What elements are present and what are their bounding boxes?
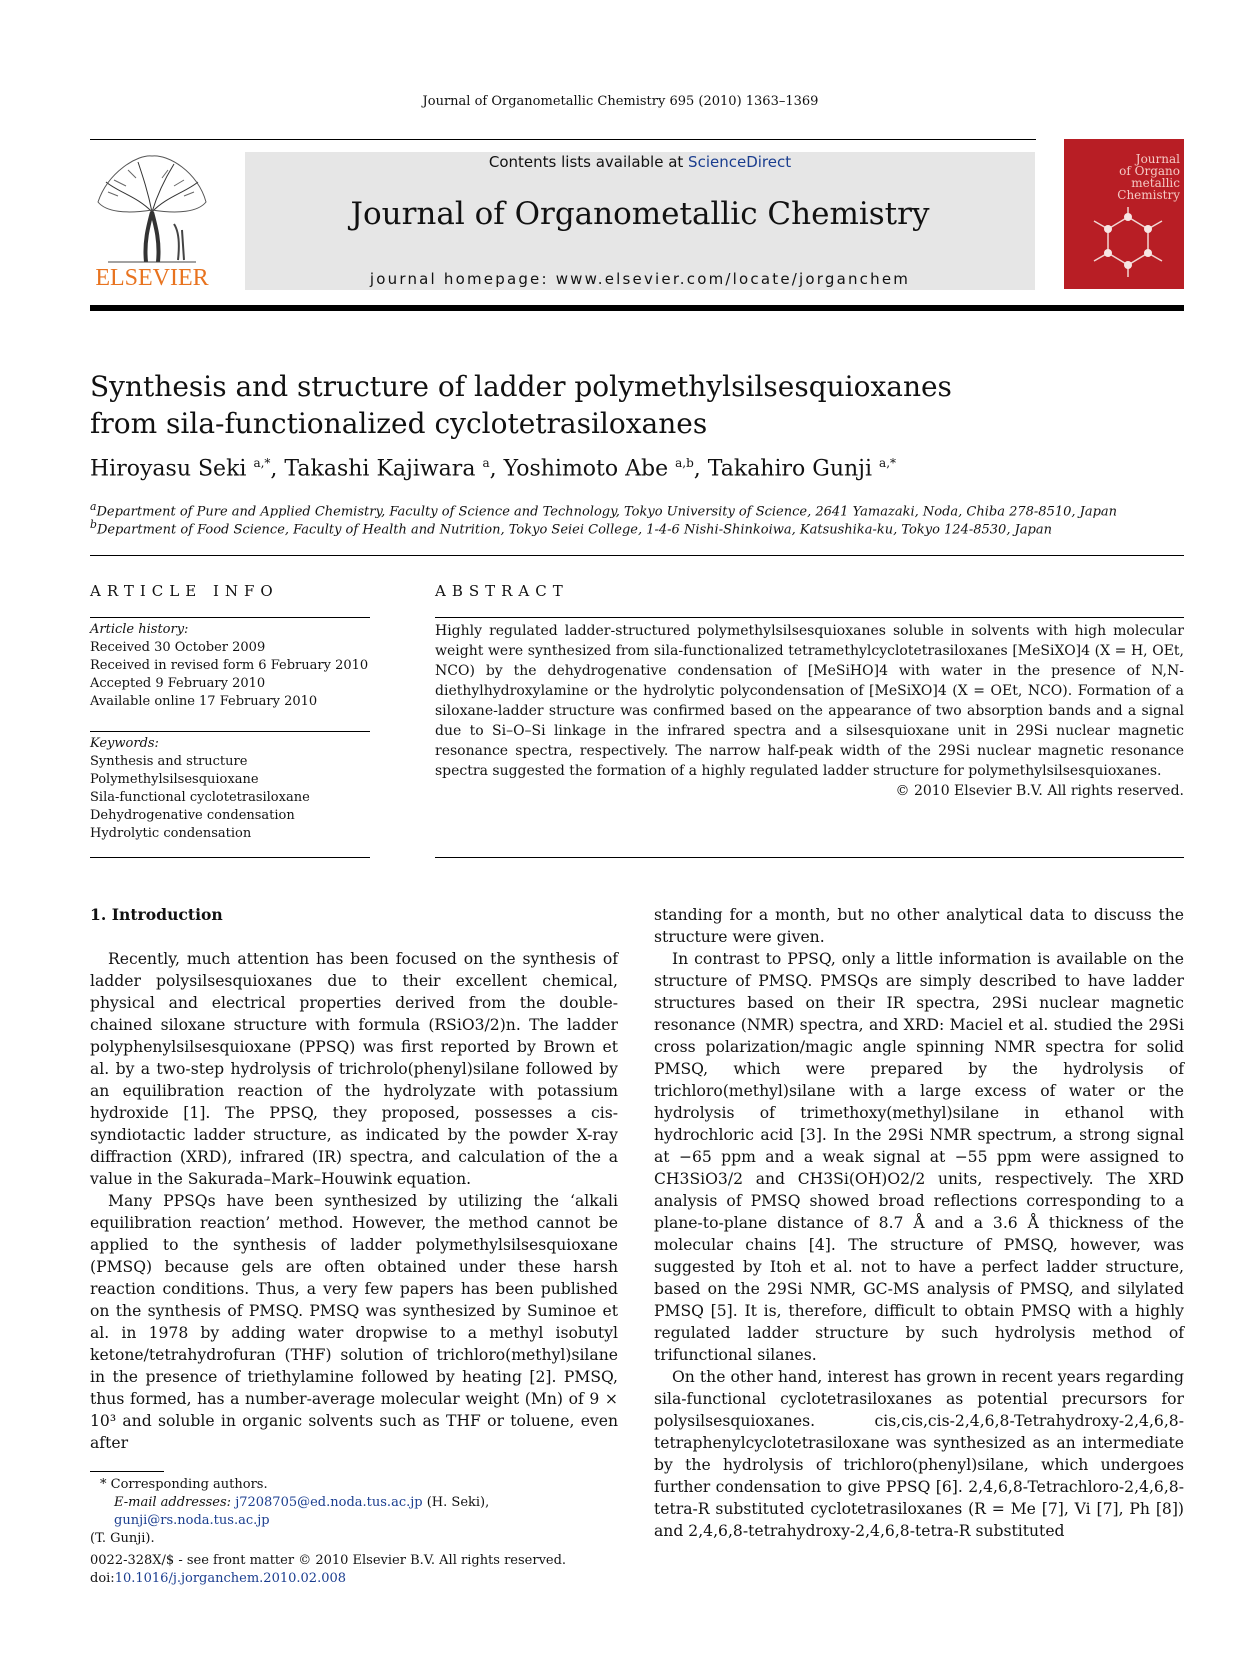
article-info-rule: [90, 731, 370, 732]
article-info-heading: ARTICLE INFO: [90, 582, 279, 600]
footnote-rule: [90, 1471, 164, 1472]
journal-citation-line: Journal of Organometallic Chemistry 695 (2010) 1363–1369: [422, 94, 819, 109]
sciencedirect-link[interactable]: ScienceDirect: [688, 153, 792, 171]
cover-title-line: Journal: [1135, 152, 1180, 166]
contents-prefix: Contents lists available at: [488, 153, 689, 171]
body-column-left: [90, 904, 618, 1454]
affiliation-text: Department of Food Science, Faculty of Health and Nutrition, Tokyo Seiei College, 1-4-6 Nishi-Shinkoiwa, Katsushika-ku, Tokyo 124-8530, Japan: [96, 522, 1052, 538]
article-title: [90, 368, 1090, 442]
section-heading: 1. Introduction: [90, 905, 223, 924]
history-item: Available online 17 February 2010: [90, 694, 318, 709]
affiliation-rule: [90, 555, 1184, 556]
email-link[interactable]: j7208705@ed.noda.tus.ac.jp: [235, 1495, 423, 1510]
body-paragraph: Recently, much attention has been focused on the synthesis of ladder polysilsesquioxanes due to their excellent chemical, physical and electrical properties derived from the double-chained siloxane structure with formula (RSiO3/2)n. The ladder polyphenylsilsesquioxane (PPSQ) was first reported by Brown et al. by a two-step hydrolysis of trichrolo(phenyl)silane followed by an equilibration reaction of the hydrolyzate with potassium hydroxide [1]. The PPSQ, they proposed, possesses a cis-syndiotactic ladder structure, as indicated by the powder X-ray diffraction (XRD), infrared (IR) spectra, and calculation of the a value in the Sakurada–Mark–Houwink equation.: [90, 950, 618, 1188]
email-owner: (H. Seki),: [426, 1495, 490, 1510]
journal-banner: [245, 152, 1035, 290]
journal-homepage[interactable]: journal homepage: www.elsevier.com/locate/jorganchem: [369, 270, 911, 288]
author-name: Hiroyasu Seki: [90, 456, 247, 482]
article-title-line: from sila-functionalized cyclotetrasiloxanes: [90, 407, 708, 440]
footnotes: [90, 1476, 618, 1548]
front-matter: [90, 1552, 618, 1588]
author-name: Takahiro Gunji: [707, 456, 873, 482]
abstract-rule: [435, 857, 1184, 858]
header-thick-rule: [90, 305, 1184, 311]
article-title-line: Synthesis and structure of ladder polymethylsilsesquioxanes: [90, 370, 952, 403]
body-paragraph: On the other hand, interest has grown in recent years regarding sila-functional cyclotetrasiloxanes as potential precursors for polysilsesquioxanes. cis,cis,cis-2,4,6,8-Tetrahydroxy-2,4,6,8-tetraphenylcyclotetrasiloxane was synthesized as an intermediate by the hydrolysis of trichloro(phenyl)silane, which undergoes further condensation to give PPSQ [6]. 2,4,6,8-Tetrachloro-2,4,6,8-tetra-R substituted cyclotetrasiloxanes (R = Me [7], Vi [7], Ph [8]) and 2,4,6,8-tetrahydroxy-2,4,6,8-tetra-R substituted: [654, 1368, 1184, 1540]
abstract-copyright: © 2010 Elsevier B.V. All rights reserved.: [895, 783, 1184, 799]
article-history: [90, 621, 370, 711]
history-label: Article history:: [90, 622, 189, 637]
history-item: Received 30 October 2009: [90, 640, 266, 655]
body-paragraph: standing for a month, but no other analytical data to discuss the structure were given.: [654, 906, 1184, 946]
abstract-body: [435, 621, 1184, 801]
keyword: Hydrolytic condensation: [90, 826, 252, 841]
author-affiliation-mark: a,b: [675, 456, 694, 470]
history-item: Accepted 9 February 2010: [90, 676, 266, 691]
email-link[interactable]: gunji@rs.noda.tus.ac.jp: [114, 1513, 270, 1528]
affiliation-mark: b: [90, 518, 97, 531]
cover-title-line: Chemistry: [1117, 188, 1180, 202]
author-affiliation-mark: a: [482, 456, 490, 470]
issn-line: 0022-328X/$ - see front matter © 2010 Elsevier B.V. All rights reserved.: [90, 1553, 567, 1568]
author-name: Yoshimoto Abe: [503, 456, 669, 482]
elsevier-logo: [88, 152, 216, 290]
article-info-rule: [90, 857, 370, 858]
affiliation-a: [90, 500, 1117, 519]
body-paragraph: Many PPSQs have been synthesized by utilizing the ‘alkali equilibration reaction’ method. However, the method cannot be applied to the synthesis of ladder polymethylsilsesquioxane (PMSQ) because gels are often obtained under these harsh reaction conditions. Thus, a very few papers has been published on the synthesis of PMSQ. PMSQ was synthesized by Suminoe et al. in 1978 by adding water dropwise to a methyl isobutyl ketone/tetrahydrofuran (THF) solution of trichloro(methyl)silane in the presence of triethylamine followed by heating [2]. PMSQ, thus formed, has a number-average molecular weight (Mn) of 9 × 10³ and soluble in organic solvents such as THF or toluene, even after: [90, 1192, 618, 1452]
author-list: Hiroyasu Seki $^{a,*}$, Takashi Kajiwara $^a$, Yoshimoto Abe $^{a,b}$, Takahiro Gunji $^{a,*}$: [90, 456, 897, 482]
doi-label: doi:: [90, 1571, 115, 1586]
body-paragraph: In contrast to PPSQ, only a little information is available on the structure of PMSQ. PMSQs are simply described to have ladder structures based on their IR spectra, 29Si nuclear magnetic resonance (NMR) spectra, and XRD: Maciel et al. studied the 29Si cross polarization/magic angle spinning NMR spectra for solid PMSQ, which were prepared by the hydrolysis of trichloro(methyl)silane with a large excess of water or the hydrolysis of trimethoxy(methyl)silane in ethanol with hydrochloric acid [3]. In the 29Si NMR spectrum, a strong signal at −65 ppm and a weak signal at −55 ppm were assigned to CH3SiO3/2 and CH3Si(OH)O2/2 units, respectively. The XRD analysis of PMSQ showed broad reflections corresponding to a plane-to-plane distance of 8.7 Å and a 3.6 Å thickness of the molecular chains [4]. The structure of PMSQ, however, was suggested by Itoh et al. not to have a perfect ladder structure, based on the 29Si NMR, GC-MS analysis of PMSQ, and silylated PMSQ [5]. It is, therefore, difficult to obtain PMSQ with a highly regulated ladder structure by such hydrolysis method of trifunctional silanes.: [654, 950, 1184, 1364]
journal-title: Journal of Organometallic Chemistry: [350, 196, 930, 232]
history-item: Received in revised form 6 February 2010: [90, 658, 369, 673]
keywords: [90, 735, 370, 843]
abstract-text: Highly regulated ladder-structured polymethylsilsesquioxanes soluble in solvents with high molecular weight were synthesized from sila-functionalized tetramethylcyclotetrasiloxanes [MeSiXO]4 (X = H, OEt, NCO) by the dehydrogenative condensation of [MeSiHO]4 with water in the presence of N,N-diethylhydroxylamine or the hydrolytic polycondensation of [MeSiXO]4 (X = OEt, NCO). Formation of a siloxane-ladder structure was confirmed based on the appearance of two absorption bands and a signal due to Si–O–Si linkage in the infrared spectra and a silsesquioxane unit in 29Si nuclear magnetic resonance spectra, respectively. The narrow half-peak width of the 29Si nuclear magnetic resonance spectra suggested the formation of a highly regulated ladder structure for polymethylsilsesquioxanes.: [435, 623, 1184, 779]
molecule-icon: [1086, 207, 1170, 279]
author-affiliation-mark: a,*: [253, 456, 271, 470]
cover-title-line: metallic: [1131, 176, 1180, 190]
elsevier-tree-icon: [88, 152, 216, 290]
keyword: Dehydrogenative condensation: [90, 808, 295, 823]
author-name: Takashi Kajiwara: [284, 456, 476, 482]
keyword: Polymethylsilsesquioxane: [90, 772, 259, 787]
affiliation-text: Department of Pure and Applied Chemistry, Faculty of Science and Technology, Tokyo University of Science, 2641 Yamazaki, Noda, Chiba 278-8510, Japan: [96, 504, 1118, 520]
affiliation-b: [90, 518, 1052, 537]
doi-link[interactable]: 10.1016/j.jorganchem.2010.02.008: [114, 1571, 347, 1586]
corresponding-note: * Corresponding authors.: [100, 1477, 268, 1492]
email-label: E-mail addresses:: [114, 1495, 232, 1510]
email-owner: (T. Gunji).: [90, 1531, 155, 1546]
abstract-rule: [435, 617, 1184, 618]
cover-title-line: of Organo: [1119, 164, 1180, 178]
keywords-label: Keywords:: [90, 736, 159, 751]
body-column-right: [654, 904, 1184, 1542]
author-affiliation-mark: a,*: [879, 456, 897, 470]
contents-availability-line: [245, 152, 1035, 171]
svg-text:ELSEVIER: ELSEVIER: [95, 265, 209, 290]
cover-title: [1106, 153, 1180, 201]
article-info-rule: [90, 617, 370, 618]
abstract-heading: ABSTRACT: [435, 582, 569, 600]
header-rule: [90, 139, 1036, 140]
journal-cover-image: [1064, 139, 1184, 289]
affiliation-mark: a: [90, 500, 97, 513]
keyword: Synthesis and structure: [90, 754, 248, 769]
keyword: Sila-functional cyclotetrasiloxane: [90, 790, 310, 805]
